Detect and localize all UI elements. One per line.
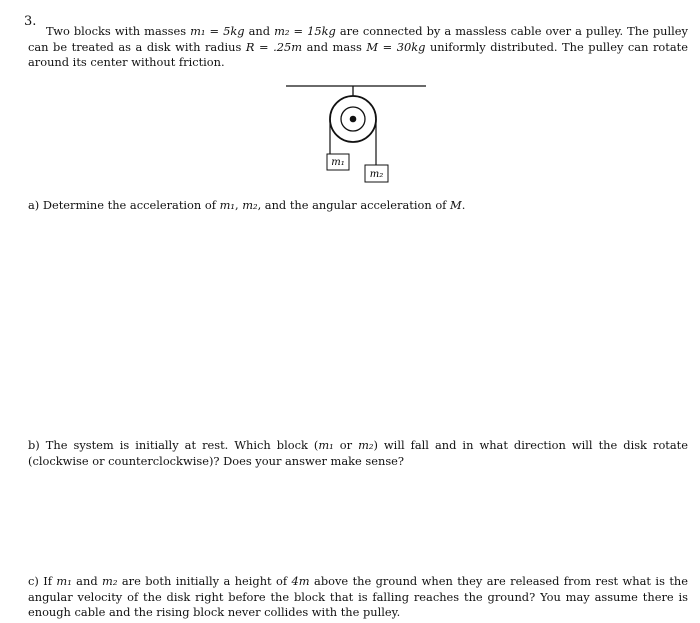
text-run: , and the angular acceleration of [257,198,451,212]
math-expression: m₁ = 5kg [190,24,245,38]
math-expression: M = 30kg [366,39,426,54]
problem-statement [28,24,688,71]
question-a [28,198,688,214]
math-expression: m₁ [318,438,334,452]
pulley-diagram [282,80,432,190]
text-run: c) If [28,574,57,588]
text-run: a) Determine the acceleration of [28,198,220,212]
math-expression: M [450,198,462,212]
question-c [28,574,688,621]
text-run: above the ground when they are released from rest what is the angular velocity of the disk right before the block that is falling reaches the ground? You may assume there is enough cable and the rising block never collides with the pulley. [28,574,688,619]
math-expression: 4m [291,574,310,588]
math-expression: m₂ [242,198,258,212]
text-run: Two blocks with masses [46,24,191,38]
math-expression: m₁ [56,574,72,588]
text-run: and [244,24,275,38]
text-run: or [333,438,359,452]
block-m1-label: m₁ [331,157,345,168]
question-b [28,438,688,469]
text-run: and mass [302,39,367,54]
text-run: and [71,574,103,588]
problem-number: 3. [24,14,37,29]
text-run: , [234,198,243,212]
math-expression: m₁ [219,198,235,212]
block-m2-label: m₂ [369,169,384,180]
pulley-axle [350,116,357,123]
math-expression: R = .25m [245,39,303,54]
text-run: b) The system is initially at rest. Which block ( [28,438,319,452]
math-expression: m₂ [358,438,374,452]
math-expression: m₂ = 15kg [274,24,336,38]
text-run: uniformly distributed. The pulley can rotate around its center without friction. [28,39,688,69]
text-run: . [461,198,466,212]
text-run: are both initially a height of [117,574,292,588]
text-run: ) will fall and in what direction will the disk rotate (clockwise or counterclockwise)? Does your answer make sense? [28,438,688,468]
text-run: are connected by a massless cable over a pulley. The pulley can be treated as a disk with radius [28,24,688,54]
math-expression: m₂ [102,574,118,588]
